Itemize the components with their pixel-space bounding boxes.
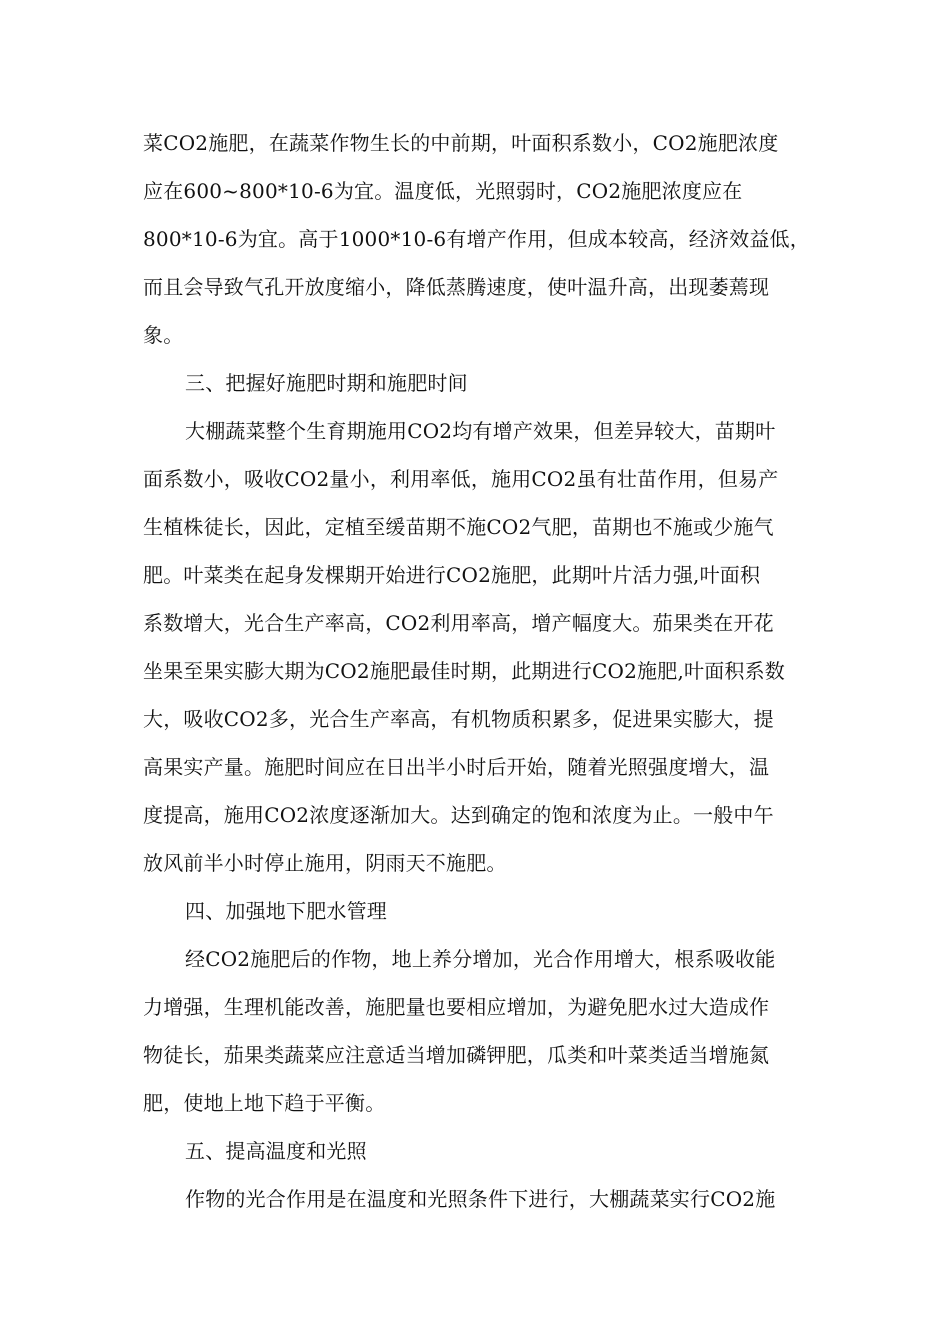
- text-line: 应在600~800*10-6为宜。温度低，光照弱时，CO2施肥浓度应在: [143, 179, 743, 203]
- paragraph-first-line: 经CO2施肥后的作物，地上养分增加，光合作用增大，根系吸收能: [185, 947, 776, 971]
- text-line: 肥。叶菜类在起身发棵期开始进行CO2施肥，此期叶片活力强,叶面积: [143, 563, 761, 587]
- text-line: 坐果至果实膨大期为CO2施肥最佳时期，此期进行CO2施肥,叶面积系数: [143, 659, 786, 683]
- paragraph-first-line: 大棚蔬菜整个生育期施用CO2均有增产效果，但差异较大，苗期叶: [185, 419, 776, 443]
- text-line: 放风前半小时停止施用，阴雨天不施肥。: [143, 851, 507, 875]
- text-line: 生植株徒长，因此，定植至缓苗期不施CO2气肥，苗期也不施或少施气: [143, 515, 774, 539]
- text-line: 高果实产量。施肥时间应在日出半小时后开始，随着光照强度增大，温: [143, 755, 770, 779]
- text-line: 菜CO2施肥，在蔬菜作物生长的中前期，叶面积系数小，CO2施肥浓度: [143, 131, 779, 155]
- text-line: 象。: [143, 323, 184, 347]
- text-line: 800*10-6为宜。高于1000*10-6有增产作用，但成本较高，经济效益低，: [143, 227, 810, 251]
- text-line: 力增强，生理机能改善，施肥量也要相应增加，为避免肥水过大造成作: [143, 995, 770, 1019]
- text-line: 大，吸收CO2多，光合生产率高，有机物质积累多，促进果实膨大，提: [143, 707, 774, 731]
- section-heading: 三、把握好施肥时期和施肥时间: [185, 371, 468, 395]
- section-heading: 五、提高温度和光照: [185, 1139, 367, 1163]
- text-line: 物徒长，茄果类蔬菜应注意适当增加磷钾肥，瓜类和叶菜类适当增施氮: [143, 1043, 770, 1067]
- text-line: 肥，使地上地下趋于平衡。: [143, 1091, 386, 1115]
- text-line: 系数增大，光合生产率高，CO2利用率高，增产幅度大。茄果类在开花: [143, 611, 774, 635]
- section-heading: 四、加强地下肥水管理: [185, 899, 387, 923]
- paragraph-first-line: 作物的光合作用是在温度和光照条件下进行，大棚蔬菜实行CO2施: [185, 1187, 776, 1211]
- text-line: 面系数小，吸收CO2量小，利用率低，施用CO2虽有壮苗作用，但易产: [143, 467, 779, 491]
- text-line: 而且会导致气孔开放度缩小，降低蒸腾速度，使叶温升高，出现萎蔫现: [143, 275, 770, 299]
- text-line: 度提高，施用CO2浓度逐渐加大。达到确定的饱和浓度为止。一般中午: [143, 803, 774, 827]
